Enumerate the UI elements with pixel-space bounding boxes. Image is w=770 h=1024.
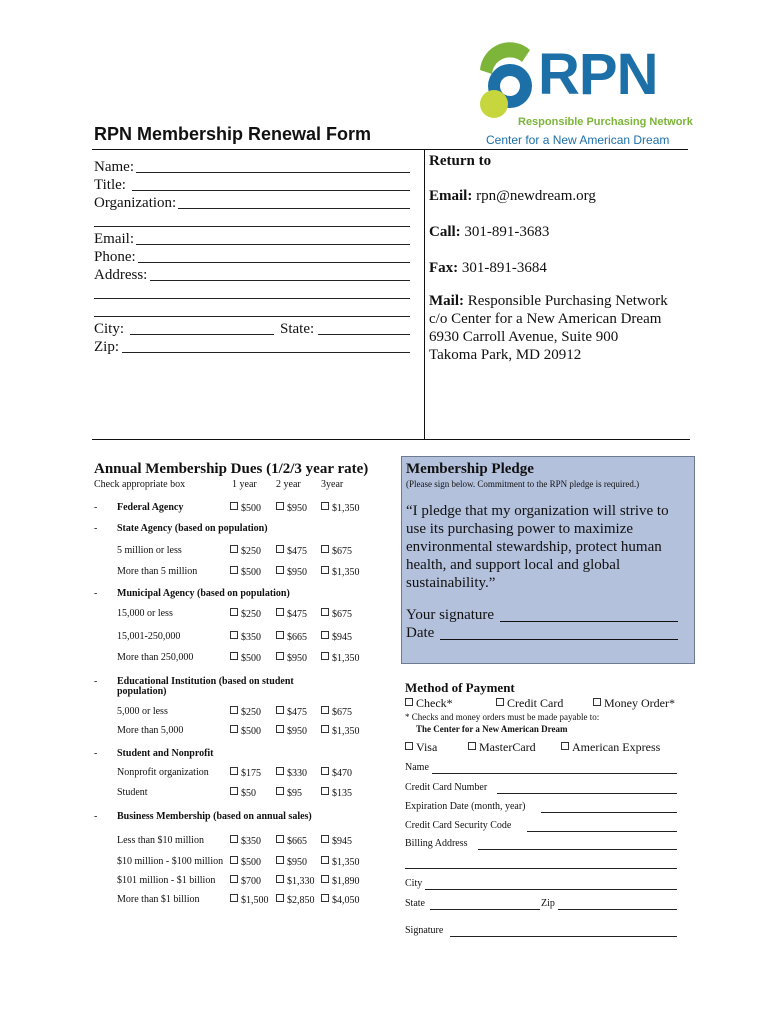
- state-more-than-5m-option-1[interactable]: [230, 566, 261, 578]
- business-10m-100m-price-3: $1,350: [332, 857, 360, 868]
- nonprofit-organization-option-3[interactable]: [321, 767, 352, 779]
- checkbox-icon[interactable]: [321, 502, 329, 510]
- address-field-3[interactable]: [94, 316, 410, 317]
- return-mail-label: Mail:: [429, 293, 464, 309]
- checkbox-icon[interactable]: [321, 545, 329, 553]
- student-price-3: $135: [332, 788, 352, 799]
- checkbox-icon[interactable]: [230, 787, 238, 795]
- state-more-than-5m-label: More than 5 million: [117, 566, 198, 577]
- muni-15000-or-less-label: 15,000 or less: [117, 608, 173, 619]
- business-less-than-10m-option-2[interactable]: [276, 835, 307, 847]
- muni-15001-250000-option-1[interactable]: [230, 631, 261, 643]
- email-label: Email:: [94, 231, 134, 247]
- business-more-than-1b-price-3: $4,050: [332, 895, 360, 906]
- dues-col-3year: 3year: [321, 479, 344, 490]
- business-10m-100m-option-3[interactable]: [321, 856, 360, 868]
- organization-field[interactable]: [178, 208, 410, 209]
- title-field[interactable]: [132, 190, 410, 191]
- pledge-text-4: health, and support local and global: [406, 557, 621, 573]
- checkbox-icon[interactable]: [321, 787, 329, 795]
- business-10m-100m-option-1[interactable]: [230, 856, 261, 868]
- city-label: City:: [94, 321, 125, 337]
- checkbox-icon[interactable]: [405, 698, 413, 706]
- checkbox-icon[interactable]: [230, 725, 238, 733]
- checkbox-icon[interactable]: [230, 502, 238, 510]
- return-call: [429, 223, 549, 241]
- payment-city-label: City: [405, 878, 423, 889]
- checkbox-icon[interactable]: [496, 698, 504, 706]
- return-fax-value: 301-891-3684: [461, 260, 547, 276]
- checkbox-icon[interactable]: [276, 502, 284, 510]
- checkbox-icon[interactable]: [321, 875, 329, 883]
- business-101m-1b-price-3: $1,890: [332, 876, 360, 887]
- state-more-than-5m-price-1: $500: [241, 567, 261, 578]
- checkbox-icon[interactable]: [276, 608, 284, 616]
- pledge-note: (Please sign below. Commitment to the RPN pledge is required.): [406, 479, 640, 489]
- edu-more-than-5000-price-2: $950: [287, 726, 307, 737]
- state-more-than-5m-option-2[interactable]: [276, 566, 307, 578]
- checkbox-icon[interactable]: [230, 835, 238, 843]
- edu-5000-or-less-option-1[interactable]: [230, 706, 261, 718]
- pledge-date-label: Date: [406, 625, 435, 641]
- muni-15000-or-less-price-2: $475: [287, 609, 307, 620]
- state-field[interactable]: [318, 334, 410, 335]
- name-label: Name:: [94, 159, 134, 175]
- title-rule: [92, 149, 688, 150]
- return-email-value: rpn@newdream.org: [476, 188, 596, 204]
- return-mail-line2: c/o Center for a New American Dream: [429, 311, 662, 327]
- return-mail-line1: Responsible Purchasing Network: [467, 293, 668, 309]
- muni-15000-or-less-option-2[interactable]: [276, 608, 307, 620]
- bullet-dash: -: [94, 588, 98, 599]
- checkbox-icon[interactable]: [321, 767, 329, 775]
- payment-name-label: Name: [405, 762, 429, 773]
- payment-credit-label: Credit Card: [507, 696, 564, 710]
- federal-agency-price-3: $1,350: [332, 503, 360, 514]
- pledge-text-1: “I pledge that my organization will strive to: [406, 503, 669, 519]
- edu-more-than-5000-option-1[interactable]: [230, 725, 261, 737]
- payment-mastercard-option[interactable]: [468, 740, 536, 755]
- edu-more-than-5000-price-1: $500: [241, 726, 261, 737]
- name-field[interactable]: [136, 172, 410, 173]
- dues-col-1year: 1 year: [232, 479, 257, 490]
- state-more-than-5m-price-3: $1,350: [332, 567, 360, 578]
- edu-5000-or-less-option-3[interactable]: [321, 706, 352, 718]
- checkbox-icon[interactable]: [561, 742, 569, 750]
- logo-tagline-1: Responsible Purchasing Network: [518, 116, 693, 128]
- muni-more-than-250000-price-2: $950: [287, 653, 307, 664]
- muni-more-than-250000-label: More than 250,000: [117, 652, 194, 663]
- payment-check-label: Check*: [416, 696, 453, 710]
- payment-billing-field-2[interactable]: [405, 868, 677, 869]
- federal-agency-label: Federal Agency: [117, 502, 184, 513]
- checkbox-icon[interactable]: [321, 835, 329, 843]
- edu-more-than-5000-price-3: $1,350: [332, 726, 360, 737]
- section-rule: [92, 439, 690, 440]
- payment-state-field[interactable]: [430, 909, 540, 910]
- payment-billing-label: Billing Address: [405, 838, 468, 849]
- business-less-than-10m-price-3: $945: [332, 836, 352, 847]
- email-field[interactable]: [136, 244, 410, 245]
- muni-15001-250000-label: 15,001-250,000: [117, 631, 181, 642]
- checkbox-icon[interactable]: [230, 767, 238, 775]
- checkbox-icon[interactable]: [321, 608, 329, 616]
- pledge-signature-label: Your signature: [406, 607, 495, 623]
- checkbox-icon[interactable]: [276, 545, 284, 553]
- dues-heading: Annual Membership Dues (1/2/3 year rate): [94, 461, 369, 477]
- return-call-label: Call:: [429, 224, 461, 240]
- payment-note-2: The Center for a New American Dream: [416, 724, 568, 734]
- checkbox-icon[interactable]: [230, 856, 238, 864]
- business-10m-100m-label: $10 million - $100 million: [117, 856, 224, 867]
- phone-label: Phone:: [94, 249, 136, 265]
- title-label: Title:: [94, 177, 126, 193]
- payment-money-label: Money Order*: [604, 696, 675, 710]
- checkbox-icon[interactable]: [405, 742, 413, 750]
- state-5m-or-less-price-1: $250: [241, 546, 261, 557]
- muni-15001-250000-price-2: $665: [287, 632, 307, 643]
- checkbox-icon[interactable]: [321, 725, 329, 733]
- muni-15000-or-less-option-3[interactable]: [321, 608, 352, 620]
- muni-15000-or-less-price-3: $675: [332, 609, 352, 620]
- student-nonprofit-label: Student and Nonprofit: [117, 748, 214, 759]
- nonprofit-organization-option-1[interactable]: [230, 767, 261, 779]
- checkbox-icon[interactable]: [321, 894, 329, 902]
- muni-15001-250000-price-3: $945: [332, 632, 352, 643]
- edu-5000-or-less-option-2[interactable]: [276, 706, 307, 718]
- checkbox-icon[interactable]: [593, 698, 601, 706]
- business-more-than-1b-option-3[interactable]: [321, 894, 360, 906]
- checkbox-icon[interactable]: [230, 706, 238, 714]
- muni-more-than-250000-price-1: $500: [241, 653, 261, 664]
- state-label: State:: [280, 321, 315, 337]
- bullet-dash: -: [94, 676, 98, 687]
- state-5m-or-less-option-1[interactable]: [230, 545, 261, 557]
- return-mail: [429, 292, 668, 310]
- dues-col-2year: 2 year: [276, 479, 301, 490]
- educational-institution-label: Educational Institution (based on student: [117, 676, 294, 687]
- return-mail-line3: 6930 Carroll Avenue, Suite 900: [429, 329, 619, 345]
- return-heading: Return to: [429, 153, 492, 169]
- payment-exp-field[interactable]: [541, 812, 677, 813]
- payment-exp-label: Expiration Date (month, year): [405, 801, 526, 812]
- vertical-divider: [424, 150, 425, 440]
- edu-5000-or-less-price-2: $475: [287, 707, 307, 718]
- muni-15001-250000-option-2[interactable]: [276, 631, 307, 643]
- business-less-than-10m-option-1[interactable]: [230, 835, 261, 847]
- page-title: RPN Membership Renewal Form: [94, 124, 372, 144]
- edu-5000-or-less-price-3: $675: [332, 707, 352, 718]
- state-more-than-5m-price-2: $950: [287, 567, 307, 578]
- checkbox-icon[interactable]: [276, 631, 284, 639]
- business-more-than-1b-price-1: $1,500: [241, 895, 269, 906]
- organization-label: Organization:: [94, 195, 177, 211]
- business-less-than-10m-label: Less than $10 million: [117, 835, 204, 846]
- business-10m-100m-price-1: $500: [241, 857, 261, 868]
- nonprofit-organization-price-1: $175: [241, 768, 261, 779]
- state-5m-or-less-option-2[interactable]: [276, 545, 307, 557]
- payment-heading: Method of Payment: [405, 680, 515, 695]
- state-agency-label: State Agency (based on population): [117, 523, 268, 534]
- muni-more-than-250000-option-3[interactable]: [321, 652, 360, 664]
- bullet-dash: -: [94, 748, 98, 759]
- business-101m-1b-price-2: $1,330: [287, 876, 315, 887]
- pledge-text-2: use its purchasing power to maximize: [406, 521, 634, 537]
- city-field[interactable]: [130, 334, 274, 335]
- checkbox-icon[interactable]: [230, 875, 238, 883]
- edu-5000-or-less-label: 5,000 or less: [117, 706, 168, 717]
- business-more-than-1b-label: More than $1 billion: [117, 894, 200, 905]
- checkbox-icon[interactable]: [321, 566, 329, 574]
- checkbox-icon[interactable]: [321, 652, 329, 660]
- payment-cc-field[interactable]: [497, 793, 677, 794]
- payment-visa-label: Visa: [416, 740, 438, 754]
- payment-sec-label: Credit Card Security Code: [405, 820, 512, 831]
- checkbox-icon[interactable]: [276, 894, 284, 902]
- student-price-2: $95: [287, 788, 302, 799]
- payment-check-option[interactable]: [405, 696, 453, 711]
- business-101m-1b-label: $101 million - $1 billion: [117, 875, 216, 886]
- federal-agency-price-1: $500: [241, 503, 261, 514]
- muni-15001-250000-price-1: $350: [241, 632, 261, 643]
- checkbox-icon[interactable]: [276, 652, 284, 660]
- business-more-than-1b-option-2[interactable]: [276, 894, 315, 906]
- logo-tagline-2: Center for a New American Dream: [486, 133, 670, 147]
- state-more-than-5m-option-3[interactable]: [321, 566, 360, 578]
- state-5m-or-less-price-2: $475: [287, 546, 307, 557]
- muni-15001-250000-option-3[interactable]: [321, 631, 352, 643]
- municipal-agency-label: Municipal Agency (based on population): [117, 588, 290, 599]
- logo-text: RPN: [538, 42, 658, 107]
- state-5m-or-less-option-3[interactable]: [321, 545, 352, 557]
- business-more-than-1b-price-2: $2,850: [287, 895, 315, 906]
- payment-mastercard-label: MasterCard: [479, 740, 536, 754]
- payment-zip-label: Zip: [541, 898, 555, 909]
- edu-more-than-5000-option-2[interactable]: [276, 725, 307, 737]
- checkbox-icon[interactable]: [276, 835, 284, 843]
- bullet-dash: -: [94, 502, 98, 513]
- address-field-2[interactable]: [94, 298, 410, 299]
- checkbox-icon[interactable]: [230, 894, 238, 902]
- muni-15000-or-less-option-1[interactable]: [230, 608, 261, 620]
- business-101m-1b-price-1: $700: [241, 876, 261, 887]
- return-fax-label: Fax:: [429, 260, 459, 276]
- student-option-2[interactable]: [276, 787, 302, 799]
- dues-check-note: Check appropriate box: [94, 479, 186, 490]
- student-label: Student: [117, 787, 148, 798]
- business-10m-100m-option-2[interactable]: [276, 856, 307, 868]
- edu-5000-or-less-price-1: $250: [241, 707, 261, 718]
- checkbox-icon[interactable]: [276, 706, 284, 714]
- checkbox-icon[interactable]: [276, 875, 284, 883]
- checkbox-icon[interactable]: [230, 545, 238, 553]
- pledge-signature-field[interactable]: [500, 621, 678, 622]
- state-5m-or-less-label: 5 million or less: [117, 545, 182, 556]
- federal-agency-option-2[interactable]: [276, 502, 307, 514]
- federal-agency-option-1[interactable]: [230, 502, 261, 514]
- nonprofit-organization-label: Nonprofit organization: [117, 767, 209, 778]
- payment-credit-option[interactable]: [496, 696, 563, 711]
- business-less-than-10m-price-2: $665: [287, 836, 307, 847]
- return-fax: [429, 259, 547, 277]
- checkbox-icon[interactable]: [230, 652, 238, 660]
- address-label: Address:: [94, 267, 148, 283]
- payment-amex-label: American Express: [572, 740, 661, 754]
- return-call-value: 301-891-3683: [464, 224, 550, 240]
- business-less-than-10m-option-3[interactable]: [321, 835, 352, 847]
- payment-sec-field[interactable]: [527, 831, 677, 832]
- payment-billing-field[interactable]: [478, 849, 677, 850]
- business-more-than-1b-option-1[interactable]: [230, 894, 269, 906]
- payment-zip-field[interactable]: [558, 909, 677, 910]
- muni-15000-or-less-price-1: $250: [241, 609, 261, 620]
- payment-signature-field[interactable]: [450, 936, 677, 937]
- zip-field[interactable]: [122, 352, 410, 353]
- pledge-date-field[interactable]: [440, 639, 678, 640]
- pledge-text-3: environmental stewardship, protect human: [406, 539, 662, 555]
- edu-more-than-5000-label: More than 5,000: [117, 725, 184, 736]
- business-101m-1b-option-1[interactable]: [230, 875, 261, 887]
- business-less-than-10m-price-1: $350: [241, 836, 261, 847]
- payment-cc-label: Credit Card Number: [405, 782, 488, 793]
- muni-more-than-250000-price-3: $1,350: [332, 653, 360, 664]
- payment-amex-option[interactable]: [561, 740, 660, 755]
- checkbox-icon[interactable]: [276, 787, 284, 795]
- bullet-dash: -: [94, 523, 98, 534]
- nonprofit-organization-price-3: $470: [332, 768, 352, 779]
- checkbox-icon[interactable]: [321, 856, 329, 864]
- business-101m-1b-option-3[interactable]: [321, 875, 360, 887]
- rpn-logo: [472, 40, 692, 152]
- return-mail-line4: Takoma Park, MD 20912: [429, 347, 582, 363]
- pledge-box: [401, 456, 695, 664]
- payment-signature-label: Signature: [405, 925, 444, 936]
- payment-money-option[interactable]: [593, 696, 675, 711]
- checkbox-icon[interactable]: [276, 725, 284, 733]
- nonprofit-organization-price-2: $330: [287, 768, 307, 779]
- payment-note-1: * Checks and money orders must be made payable to:: [405, 712, 600, 722]
- zip-label: Zip:: [94, 339, 119, 355]
- address-field[interactable]: [150, 280, 410, 281]
- checkbox-icon[interactable]: [230, 631, 238, 639]
- federal-agency-price-2: $950: [287, 503, 307, 514]
- checkbox-icon[interactable]: [230, 608, 238, 616]
- payment-state-label: State: [405, 898, 425, 909]
- student-option-3[interactable]: [321, 787, 352, 799]
- payment-visa-option[interactable]: [405, 740, 437, 755]
- muni-more-than-250000-option-1[interactable]: [230, 652, 261, 664]
- checkbox-icon[interactable]: [276, 566, 284, 574]
- educational-institution-2-label: population): [117, 686, 167, 697]
- phone-field[interactable]: [138, 262, 410, 263]
- return-email-label: Email:: [429, 188, 473, 204]
- organization-field-2[interactable]: [94, 226, 410, 227]
- return-email: [429, 187, 596, 205]
- pledge-heading: Membership Pledge: [406, 461, 534, 477]
- payment-city-field[interactable]: [425, 889, 677, 890]
- student-option-1[interactable]: [230, 787, 256, 799]
- payment-name-field[interactable]: [432, 773, 677, 774]
- state-5m-or-less-price-3: $675: [332, 546, 352, 557]
- business-101m-1b-option-2[interactable]: [276, 875, 315, 887]
- checkbox-icon[interactable]: [276, 767, 284, 775]
- pledge-text-5: sustainability.”: [406, 575, 496, 591]
- edu-more-than-5000-option-3[interactable]: [321, 725, 360, 737]
- student-price-1: $50: [241, 788, 256, 799]
- checkbox-icon[interactable]: [230, 566, 238, 574]
- muni-more-than-250000-option-2[interactable]: [276, 652, 307, 664]
- business-membership-label: Business Membership (based on annual sales): [117, 811, 312, 822]
- federal-agency-option-3[interactable]: [321, 502, 360, 514]
- bullet-dash: -: [94, 811, 98, 822]
- checkbox-icon[interactable]: [468, 742, 476, 750]
- checkbox-icon[interactable]: [321, 706, 329, 714]
- business-10m-100m-price-2: $950: [287, 857, 307, 868]
- checkbox-icon[interactable]: [276, 856, 284, 864]
- nonprofit-organization-option-2[interactable]: [276, 767, 307, 779]
- checkbox-icon[interactable]: [321, 631, 329, 639]
